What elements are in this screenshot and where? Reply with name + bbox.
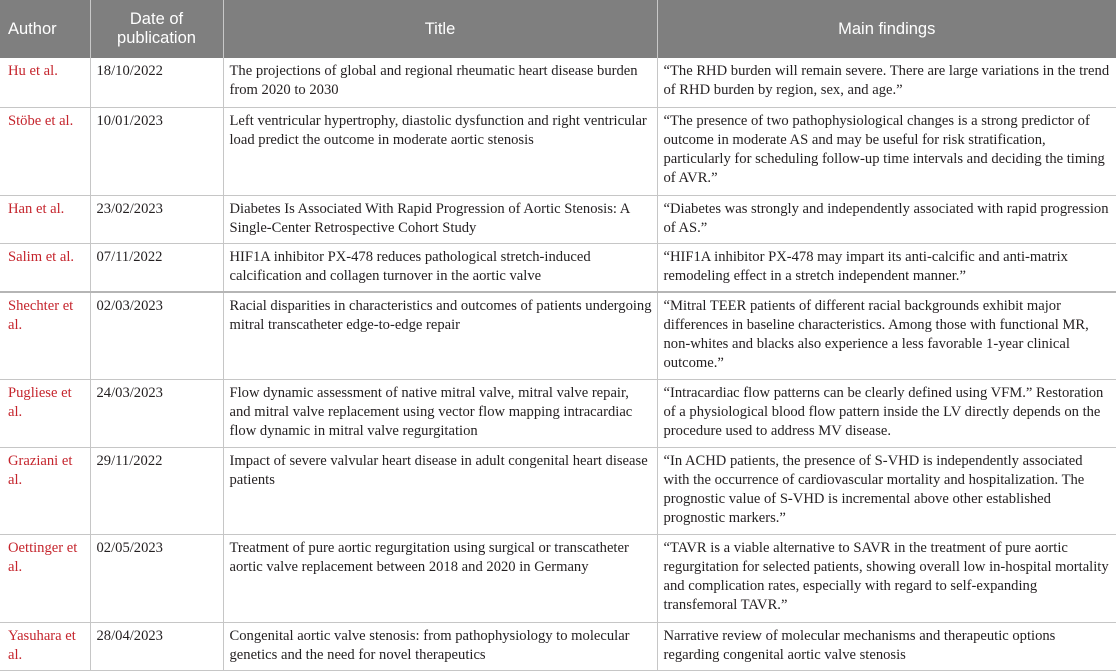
table-row <box>0 623 1116 671</box>
author-link[interactable]: Graziani et al. <box>0 448 90 535</box>
article-title: Flow dynamic assessment of native mitral valve, mitral valve repair, and mitral valve replacement using vector flow mapping intracardiac flow dynamic in mitral valve regurgitation <box>223 380 657 448</box>
publication-date: 07/11/2022 <box>90 243 223 292</box>
header-author: Author <box>0 0 90 58</box>
header-findings: Main findings <box>657 0 1116 58</box>
table-row <box>0 243 1116 292</box>
article-title: Treatment of pure aortic regurgitation using surgical or transcatheter aortic valve replacement between 2018 and 2020 in Germany <box>223 535 657 623</box>
publication-date: 02/03/2023 <box>90 292 223 380</box>
author-link[interactable]: Hu et al. <box>0 58 90 107</box>
article-title: Left ventricular hypertrophy, diastolic dysfunction and right ventricular load predict the outcome in moderate aortic stenosis <box>223 107 657 195</box>
main-findings: “Intracardiac flow patterns can be clearly defined using VFM.” Restoration of a physiological blood flow pattern inside the LV directly depends on the procedure used to address MV disease. <box>657 380 1116 448</box>
publication-date: 28/04/2023 <box>90 623 223 671</box>
main-findings: “Mitral TEER patients of different racial backgrounds exhibit major differences in baseline characteristics. Among those with functional MR, non-whites and blacks also experience a less favorable 1-year clinical outcome.” <box>657 292 1116 380</box>
table-row <box>0 292 1116 380</box>
publication-date: 24/03/2023 <box>90 380 223 448</box>
publication-date: 18/10/2022 <box>90 58 223 107</box>
article-title: HIF1A inhibitor PX-478 reduces pathological stretch-induced calcification and collagen turnover in the aortic valve <box>223 243 657 292</box>
main-findings: Narrative review of molecular mechanisms and therapeutic options regarding congenital aortic valve stenosis <box>657 623 1116 671</box>
article-title: Racial disparities in characteristics and outcomes of patients undergoing mitral transcatheter edge-to-edge repair <box>223 292 657 380</box>
table-row <box>0 195 1116 243</box>
author-link[interactable]: Han et al. <box>0 195 90 243</box>
article-title: Impact of severe valvular heart disease in adult congenital heart disease patients <box>223 448 657 535</box>
table-row <box>0 107 1116 195</box>
author-link[interactable]: Oettinger et al. <box>0 535 90 623</box>
main-findings: “The RHD burden will remain severe. There are large variations in the trend of RHD burden by region, sex, and age.” <box>657 58 1116 107</box>
author-link[interactable]: Pugliese et al. <box>0 380 90 448</box>
main-findings: “TAVR is a viable alternative to SAVR in the treatment of pure aortic regurgitation for selected patients, showing overall low in-hospital mortality and complication rates, especially with regard to self-expanding transfemoral TAVR.” <box>657 535 1116 623</box>
header-row <box>0 0 1116 58</box>
publication-date: 02/05/2023 <box>90 535 223 623</box>
table-row <box>0 535 1116 623</box>
author-link[interactable]: Shechter et al. <box>0 292 90 380</box>
table-row <box>0 58 1116 107</box>
publication-date: 23/02/2023 <box>90 195 223 243</box>
publication-date: 10/01/2023 <box>90 107 223 195</box>
main-findings: “In ACHD patients, the presence of S-VHD is independently associated with the occurrence of cardiovascular mortality and hospitalization. The prognostic value of S-VHD is incremental above other established prognostic markers.” <box>657 448 1116 535</box>
header-title: Title <box>223 0 657 58</box>
author-link[interactable]: Salim et al. <box>0 243 90 292</box>
publication-date: 29/11/2022 <box>90 448 223 535</box>
main-findings: “HIF1A inhibitor PX-478 may impart its anti-calcific and anti-matrix remodeling effect in a stretch independent manner.” <box>657 243 1116 292</box>
author-link[interactable]: Yasuhara et al. <box>0 623 90 671</box>
table-row <box>0 380 1116 448</box>
main-findings: “Diabetes was strongly and independently associated with rapid progression of AS.” <box>657 195 1116 243</box>
article-title: Diabetes Is Associated With Rapid Progression of Aortic Stenosis: A Single-Center Retrospective Cohort Study <box>223 195 657 243</box>
author-link[interactable]: Stöbe et al. <box>0 107 90 195</box>
header-date: Date of publication <box>90 0 223 58</box>
main-findings: “The presence of two pathophysiological changes is a strong predictor of outcome in moderate AS and may be useful for risk stratification, particularly for scheduling follow-up time intervals and deciding the timing of AVR.” <box>657 107 1116 195</box>
article-title: The projections of global and regional rheumatic heart disease burden from 2020 to 2030 <box>223 58 657 107</box>
table-row <box>0 448 1116 535</box>
article-title: Congenital aortic valve stenosis: from pathophysiology to molecular genetics and the need for novel therapeutics <box>223 623 657 671</box>
